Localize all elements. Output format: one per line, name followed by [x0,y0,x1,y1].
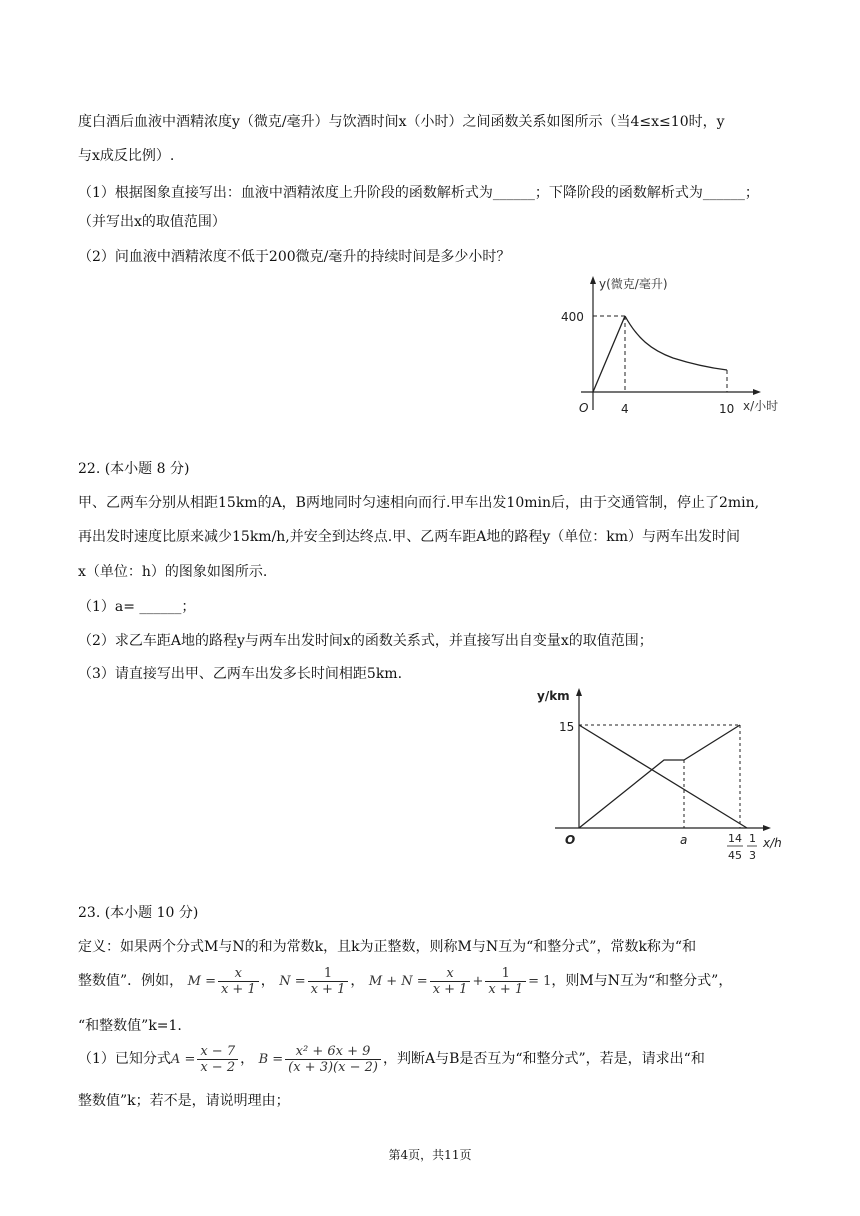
y-axis-arrow [576,688,582,696]
x-tick-14-45-den: 45 [728,849,742,862]
x-tick-14-45-num: 14 [728,832,742,845]
example-conclusion: ，则M与N互为“和整分式”， [551,973,733,989]
q23-part1-line-1: （1）已知分式A = $\frac{x - 7}{x - 2}$ ， B = $\frac{\text{x² + 6x + 9}}{(x + 3)(x - 2)}$ ，判断A与B是否互为“和整分式”，若是，请求出“和 [78,1043,705,1075]
origin-label: O [579,401,589,415]
y-axis-label: y/km [537,689,570,703]
fraction-b: $\frac{\text{x² + 6x + 9}}{(x + 3)(x - 2)}$ [285,1044,381,1075]
q22-intro-line-1: 甲、乙两车分别从相距15km的A，B两地同时匀速相向而行.甲车出发10min后，由于交通管制，停止了2min, [78,495,760,511]
sum-equals: M + N = [368,974,428,989]
fraction-m: $\frac{x}{x + 1}$ [218,966,259,997]
x-tick-4: 4 [621,402,629,416]
series-rising [593,316,625,392]
fraction-sum-2: $\frac{1}{x + 1}$ [485,966,526,997]
q21-part1-line-2: （并写出x的取值范围） [78,214,226,230]
distance-time-graph [535,684,805,870]
n-equals: N = [279,974,306,989]
q22-part2: （2）求乙车距A地的路程y与两车出发时间x的函数关系式，并直接写出自变量x的取值范围； [78,633,653,649]
x-axis-label: x/h [763,836,782,850]
q23-header: 23. (本小题 10 分) [78,905,199,921]
q22-intro-line-2: 再出发时速度比原来减少15km/h,并安全到达终点.甲、乙两车距A地的路程y（单位：km）与两车出发时间 [78,529,740,545]
y-axis-label: y(微克/毫升) [599,277,668,291]
q23-part1-line-2: 整数值”k；若不是，请说明理由； [78,1093,290,1109]
q23-definition-line-2: 整数值”．例如， M = $\frac{x}{x + 1}$ ， N = $\frac{1}{x + 1}$ ， M + N = $\frac{x}{x + 1}$ + $\frac{1}{x + 1}$ = 1，则M与N互为“和整分式”， [78,965,733,997]
q21-part2: （2）问血液中酒精浓度不低于200微克/毫升的持续时间是多少小时？ [78,249,511,265]
series-falling [625,316,727,370]
q21-intro-line-1: 度白酒后血液中酒精浓度y（微克/毫升）与饮酒时间x（小时）之间函数关系如图所示（当4≤x≤10时，y [78,114,725,130]
page-footer: 第4页，共11页 [388,1148,472,1162]
origin-label: O [565,833,576,847]
y-tick-400: 400 [561,310,584,324]
fraction-n: $\frac{1}{x + 1}$ [308,966,349,997]
fraction-sum-1: $\frac{x}{x + 1}$ [430,966,471,997]
x-axis-arrow [763,825,771,831]
fraction-a: $\frac{x - 7}{x - 2}$ [197,1044,238,1075]
x-tick-a: a [680,833,688,847]
x-axis-arrow [753,389,761,395]
m-equals: M = [187,974,216,989]
b-equals: B = [258,1052,284,1067]
q22-part3: （3）请直接写出甲、乙两车出发多长时间相距5km. [78,666,403,682]
q23-definition-line-1: 定义：如果两个分式M与N的和为常数k，且k为正整数，则称M与N互为“和整分式”，常数k称为“和 [78,939,697,955]
q21-part1-line-1: （1）根据图象直接写出：血液中酒精浓度上升阶段的函数解析式为______；下降阶段的函数解析式为______； [78,185,759,201]
x-tick-1-3-den: 3 [749,849,756,862]
example-intro: 整数值”．例如， [78,973,184,989]
series-car-yi [579,725,747,828]
q22-part1: （1）a= ______； [78,599,196,615]
q22-intro-line-3: x（单位：h）的图象如图所示. [78,564,268,580]
a-equals: A = [170,1052,196,1067]
y-tick-15: 15 [559,720,575,734]
y-axis-arrow [590,276,596,284]
x-tick-1-3-num: 1 [749,832,756,845]
q22-header: 22. (本小题 8 分) [78,461,190,477]
x-axis-label: x/小时 [743,399,779,413]
x-tick-10: 10 [719,402,735,416]
q21-intro-line-2: 与x成反比例）. [78,148,175,164]
q23-definition-line-3: “和整数值”k=1. [78,1018,182,1034]
alcohol-concentration-graph [555,270,795,420]
